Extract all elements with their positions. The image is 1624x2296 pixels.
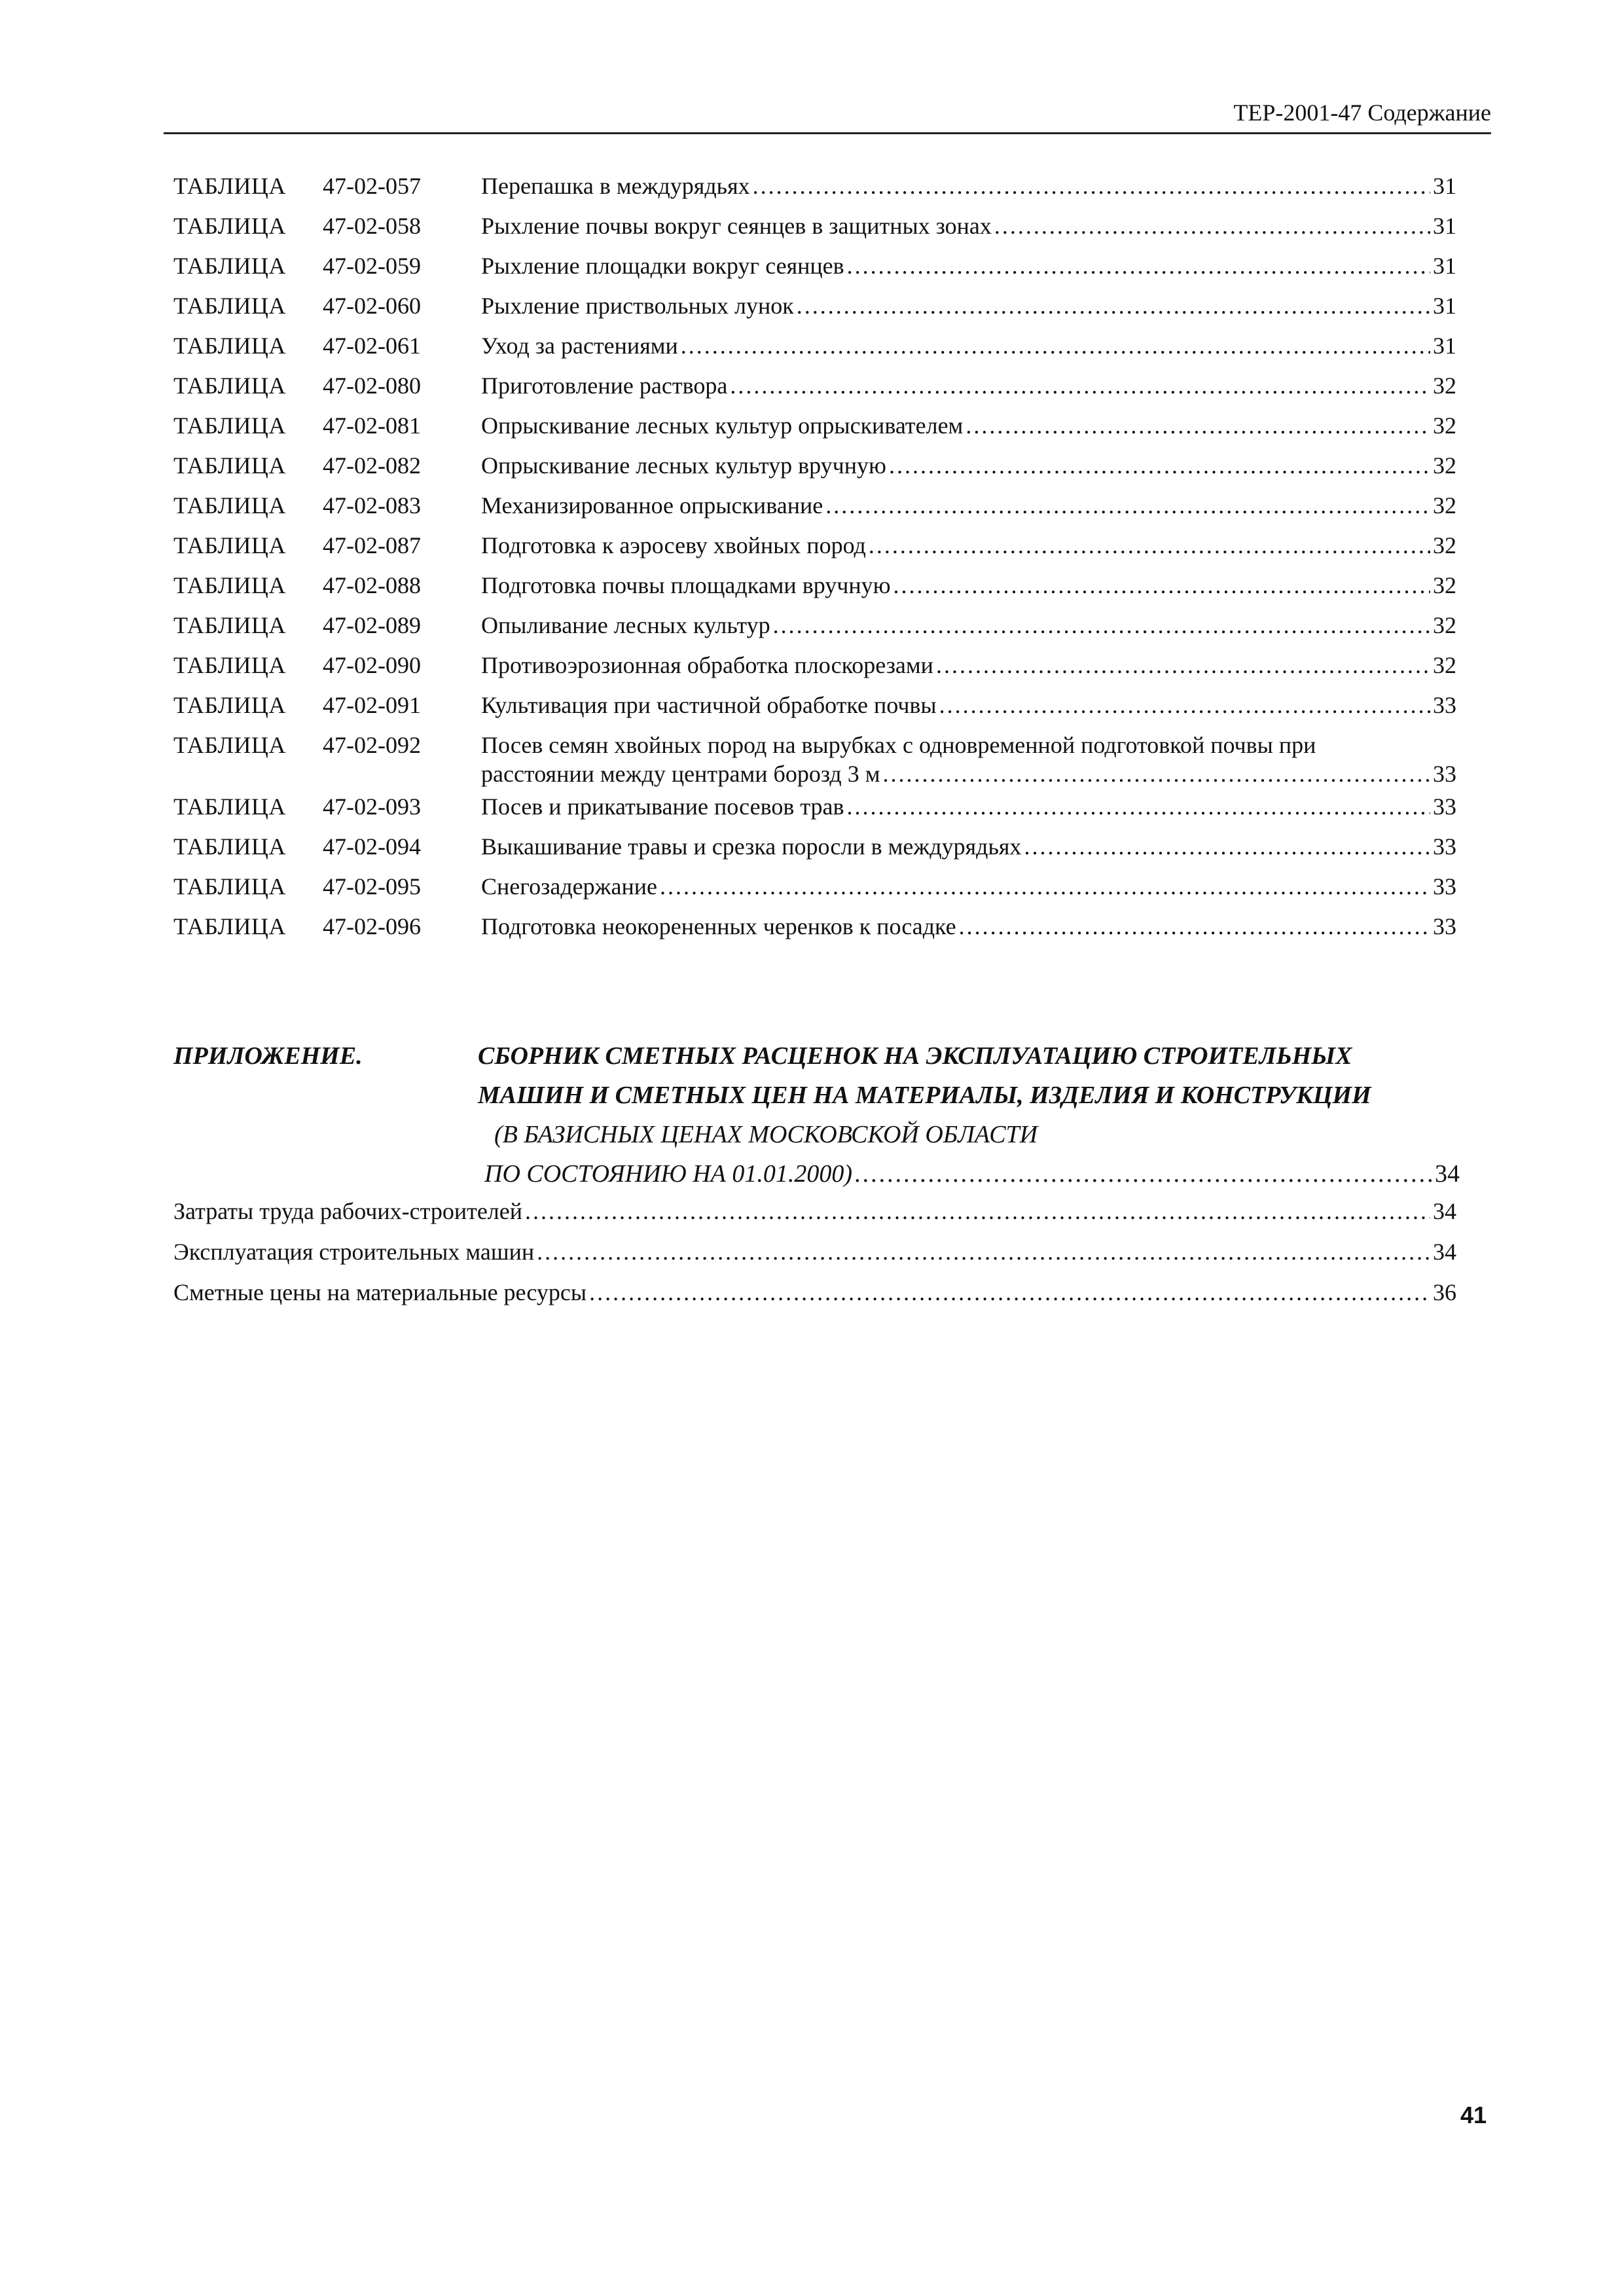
appendix-title-line: СБОРНИК СМЕТНЫХ РАСЦЕНОК НА ЭКСПЛУАТАЦИЮ СТРОИТЕЛЬНЫХ — [478, 1042, 1352, 1070]
toc-entry-page: 32 — [1433, 412, 1456, 439]
document-title: ТЕР-2001-47 Содержание — [1233, 100, 1491, 126]
toc-entry[interactable] — [173, 731, 1456, 788]
toc-entry[interactable] — [173, 611, 1456, 640]
toc-entry-kind: ТАБЛИЦА — [173, 572, 286, 598]
toc-entry-code: 47-02-090 — [323, 652, 421, 678]
toc-entry-kind: ТАБЛИЦА — [173, 873, 286, 900]
dot-leader — [537, 1237, 1430, 1266]
toc-entry[interactable] — [173, 211, 1456, 240]
toc-entry-page: 33 — [1433, 793, 1456, 820]
toc-entry-title: Опыливание лесных культур — [481, 612, 770, 638]
dot-leader — [797, 291, 1430, 320]
toc-entry-kind: ТАБЛИЦА — [173, 213, 286, 239]
toc-entry-page: 33 — [1433, 692, 1456, 718]
toc-entry-title: Подготовка неокорененных черенков к посадке — [481, 913, 956, 939]
dot-leader — [883, 759, 1430, 788]
toc-entry-title-line: Посев семян хвойных пород на вырубках с одновременной подготовкой почвы при — [481, 732, 1316, 758]
toc-entry-page: 31 — [1433, 173, 1456, 199]
resource-title: Сметные цены на материальные ресурсы — [173, 1279, 587, 1305]
toc-entry-title: Противоэрозионная обработка плоскорезами — [481, 652, 933, 678]
toc-entry-title: Рыхление площадки вокруг сеянцев — [481, 253, 844, 279]
toc-entry-page: 33 — [1433, 913, 1456, 939]
header-divider — [164, 132, 1491, 134]
dot-leader — [730, 371, 1430, 400]
toc-entry-kind: ТАБЛИЦА — [173, 452, 286, 479]
appendix-date-line — [484, 1154, 1460, 1194]
toc-entry-kind: ТАБЛИЦА — [173, 652, 286, 678]
toc-entry-code: 47-02-057 — [323, 173, 421, 199]
toc-entry[interactable] — [173, 172, 1456, 200]
toc-entry-code: 47-02-089 — [323, 612, 421, 638]
resource-entry[interactable] — [173, 1197, 1456, 1226]
toc-entry[interactable] — [173, 872, 1456, 901]
toc-entry-page: 32 — [1433, 492, 1456, 519]
toc-entry-kind: ТАБЛИЦА — [173, 333, 286, 359]
toc-entry[interactable] — [173, 291, 1456, 320]
toc-entry-title: Рыхление приствольных лунок — [481, 293, 794, 319]
toc-entry-title: расстоянии между центрами борозд 3 м — [481, 761, 880, 787]
toc-entry[interactable] — [173, 832, 1456, 861]
appendix-title-line: МАШИН И СМЕТНЫХ ЦЕН НА МАТЕРИАЛЫ, ИЗДЕЛИЯ И КОНСТРУКЦИИ — [478, 1082, 1371, 1109]
dot-leader — [959, 912, 1430, 941]
resource-title: Затраты труда рабочих-строителей — [173, 1198, 523, 1224]
toc-entry-title: Культивация при частичной обработке почвы — [481, 692, 937, 718]
toc-entry-title: Уход за растениями — [481, 333, 678, 359]
dot-leader — [965, 411, 1430, 440]
toc-entry-code: 47-02-095 — [323, 873, 421, 900]
toc-entry-code: 47-02-061 — [323, 333, 421, 359]
toc-entry-kind: ТАБЛИЦА — [173, 373, 286, 399]
dot-leader — [855, 1154, 1432, 1194]
toc-entry-kind: ТАБЛИЦА — [173, 492, 286, 519]
toc-entry[interactable] — [173, 691, 1456, 720]
toc-entry-title: Рыхление почвы вокруг сеянцев в защитных зонах — [481, 213, 992, 239]
dot-leader — [889, 451, 1430, 480]
toc-entry-page: 33 — [1433, 833, 1456, 860]
toc-entry[interactable] — [173, 331, 1456, 360]
dot-leader — [773, 611, 1430, 640]
toc-entry[interactable] — [173, 491, 1456, 520]
toc-entry-kind: ТАБЛИЦА — [173, 253, 286, 279]
toc-entry-kind: ТАБЛИЦА — [173, 793, 286, 820]
appendix-label: ПРИЛОЖЕНИЕ. — [173, 1042, 363, 1070]
toc-entry-code: 47-02-082 — [323, 452, 421, 479]
dot-leader — [939, 691, 1430, 720]
toc-entry[interactable] — [173, 651, 1456, 680]
toc-entry[interactable] — [173, 411, 1456, 440]
dot-leader — [936, 651, 1430, 680]
toc-entry-page: 33 — [1433, 873, 1456, 900]
toc-entry-page: 31 — [1433, 213, 1456, 239]
toc-entry-kind: ТАБЛИЦА — [173, 692, 286, 718]
toc-entry-code: 47-02-096 — [323, 913, 421, 939]
toc-entry-code: 47-02-081 — [323, 412, 421, 439]
toc-entry-page: 31 — [1433, 293, 1456, 319]
toc-entry-code: 47-02-083 — [323, 492, 421, 519]
resource-entry[interactable] — [173, 1278, 1456, 1307]
appendix-page: 34 — [1435, 1160, 1460, 1188]
toc-entry-code: 47-02-091 — [323, 692, 421, 718]
toc-entry-code: 47-02-092 — [323, 732, 421, 758]
dot-leader — [825, 491, 1430, 520]
toc-entry-title: Приготовление раствора — [481, 373, 728, 399]
toc-entry-kind: ТАБЛИЦА — [173, 833, 286, 860]
dot-leader — [869, 531, 1430, 560]
page-header — [164, 98, 1491, 135]
resources-list — [173, 1197, 1456, 1319]
toc-entry-code: 47-02-080 — [323, 373, 421, 399]
toc-entry-code: 47-02-093 — [323, 793, 421, 820]
dot-leader — [994, 211, 1430, 240]
toc-entry-page: 32 — [1433, 652, 1456, 678]
toc-entry-title: Выкашивание травы и срезка поросли в междурядьях — [481, 833, 1022, 860]
appendix-date: ПО СОСТОЯНИЮ НА 01.01.2000) — [484, 1160, 853, 1188]
dot-leader — [525, 1197, 1430, 1226]
dot-leader — [1024, 832, 1430, 861]
toc-entry-kind: ТАБЛИЦА — [173, 173, 286, 199]
toc-entry-kind: ТАБЛИЦА — [173, 532, 286, 558]
toc-entry-title: Опрыскивание лесных культур опрыскивателем — [481, 412, 964, 439]
toc-entry-page: 32 — [1433, 373, 1456, 399]
dot-leader — [753, 172, 1430, 200]
toc-entry-page: 32 — [1433, 452, 1456, 479]
toc-entry-code: 47-02-059 — [323, 253, 421, 279]
table-of-contents — [173, 172, 1456, 952]
toc-entry-page: 33 — [1433, 761, 1456, 787]
toc-entry-kind: ТАБЛИЦА — [173, 293, 286, 319]
toc-entry-kind: ТАБЛИЦА — [173, 612, 286, 638]
toc-entry-title: Опрыскивание лесных культур вручную — [481, 452, 886, 479]
toc-entry-kind: ТАБЛИЦА — [173, 913, 286, 939]
resource-entry[interactable] — [173, 1237, 1456, 1266]
resource-page: 34 — [1433, 1198, 1456, 1224]
appendix-subtitle: (В БАЗИСНЫХ ЦЕНАХ МОСКОВСКОЙ ОБЛАСТИ — [494, 1121, 1038, 1148]
toc-entry-title: Посев и прикатывание посевов трав — [481, 793, 844, 820]
toc-entry[interactable] — [173, 251, 1456, 280]
toc-entry[interactable] — [173, 912, 1456, 941]
toc-entry-title: Подготовка к аэросеву хвойных пород — [481, 532, 866, 558]
toc-entry[interactable] — [173, 451, 1456, 480]
toc-entry-code: 47-02-060 — [323, 293, 421, 319]
toc-entry[interactable] — [173, 571, 1456, 600]
page-number: 41 — [1460, 2102, 1487, 2128]
toc-entry-title: Механизированное опрыскивание — [481, 492, 823, 519]
toc-entry-page: 32 — [1433, 612, 1456, 638]
appendix-title — [478, 1036, 1460, 1115]
toc-entry-code: 47-02-087 — [323, 532, 421, 558]
toc-entry-title: Снегозадержание — [481, 873, 657, 900]
dot-leader — [846, 792, 1430, 821]
dot-leader — [893, 571, 1430, 600]
toc-entry-code: 47-02-058 — [323, 213, 421, 239]
toc-entry-title: Перепашка в междурядьях — [481, 173, 750, 199]
toc-entry[interactable] — [173, 371, 1456, 400]
toc-entry[interactable] — [173, 792, 1456, 821]
toc-entry[interactable] — [173, 531, 1456, 560]
dot-leader — [589, 1278, 1430, 1307]
resource-page: 36 — [1433, 1279, 1456, 1305]
toc-entry-title: Подготовка почвы площадками вручную — [481, 572, 891, 598]
dot-leader — [847, 251, 1430, 280]
resource-title: Эксплуатация строительных машин — [173, 1239, 535, 1265]
dot-leader — [681, 331, 1430, 360]
toc-entry-kind: ТАБЛИЦА — [173, 732, 286, 758]
toc-entry-kind: ТАБЛИЦА — [173, 412, 286, 439]
toc-entry-page: 31 — [1433, 253, 1456, 279]
toc-entry-code: 47-02-088 — [323, 572, 421, 598]
toc-entry-page: 31 — [1433, 333, 1456, 359]
toc-entry-page: 32 — [1433, 572, 1456, 598]
dot-leader — [660, 872, 1430, 901]
resource-page: 34 — [1433, 1239, 1456, 1265]
toc-entry-page: 32 — [1433, 532, 1456, 558]
toc-entry-code: 47-02-094 — [323, 833, 421, 860]
